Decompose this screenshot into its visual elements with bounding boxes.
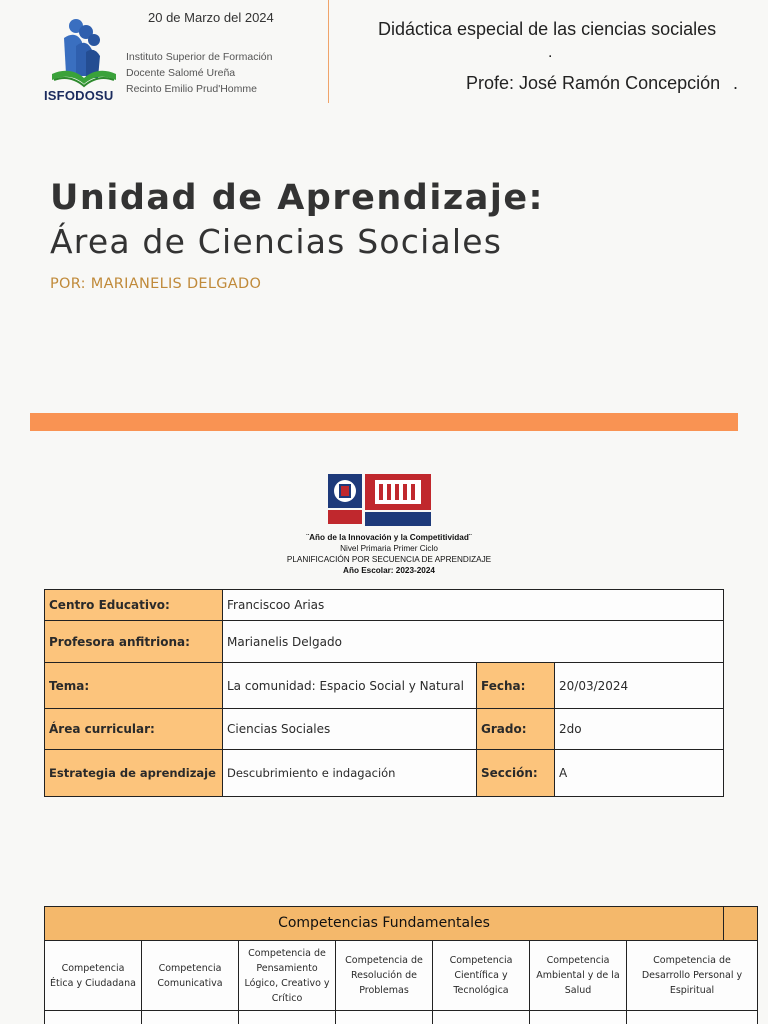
- grado-value: 2do: [555, 709, 724, 750]
- fecha-label: Fecha:: [477, 663, 555, 709]
- table-row: [45, 907, 758, 941]
- header-divider: [328, 0, 329, 103]
- institution-line: Recinto Emilio Prud'Homme: [126, 83, 257, 95]
- course-name: Didáctica especial de las ciencias sociales: [378, 19, 717, 39]
- centro-label: Centro Educativo:: [45, 590, 223, 621]
- heading-motto: ¨Año de la Innovación y la Competitividad¨: [306, 533, 472, 542]
- area-label: Área curricular:: [45, 709, 223, 750]
- competencia-cell: Competencia Ética y Ciudadana: [45, 941, 142, 1011]
- table-row: [45, 709, 724, 750]
- professor-dot: .: [733, 73, 739, 93]
- table-row: [45, 590, 724, 621]
- estrategia-label: Estrategia de aprendizaje: [45, 750, 223, 797]
- competencia-cell: Competencia Ambiental y de la Salud: [530, 941, 627, 1011]
- competencias-header: Competencias Fundamentales: [45, 907, 724, 941]
- centro-value: Franciscoo Arias: [223, 590, 724, 621]
- planning-info-table: [44, 589, 724, 797]
- empty-cell: [142, 1011, 239, 1024]
- table-row: [45, 750, 724, 797]
- competencia-cell: Competencia Científica y Tecnológica: [433, 941, 530, 1011]
- professor-name: Profe: José Ramón Concepción: [466, 73, 721, 93]
- institution-line: Instituto Superior de Formación: [126, 51, 273, 63]
- institution-info: [126, 49, 273, 97]
- tema-label: Tema:: [45, 663, 223, 709]
- seccion-label: Sección:: [477, 750, 555, 797]
- logo-text: ISFODOSU: [44, 88, 114, 103]
- table-row: [45, 1011, 758, 1024]
- empty-cell: [627, 1011, 758, 1024]
- fecha-value: 20/03/2024: [555, 663, 724, 709]
- competencia-cell: Competencia Comunicativa: [142, 941, 239, 1011]
- profesora-label: Profesora anfitriona:: [45, 621, 223, 663]
- estrategia-value: Descubrimiento e indagación: [223, 750, 477, 797]
- header-corner-cell: [724, 907, 758, 941]
- table-row: [45, 941, 758, 1011]
- institution-line: Docente Salomé Ureña: [126, 67, 236, 79]
- grado-label: Grado:: [477, 709, 555, 750]
- empty-cell: [239, 1011, 336, 1024]
- table-row: [45, 621, 724, 663]
- course-dot: .: [548, 44, 553, 61]
- seccion-value: A: [555, 750, 724, 797]
- government-seal-logo: [328, 474, 362, 524]
- table-row: [45, 663, 724, 709]
- empty-cell: [336, 1011, 433, 1024]
- heading-plan: PLANIFICACIÓN POR SECUENCIA DE APRENDIZAJE: [286, 555, 492, 564]
- section-divider-bar: [30, 413, 738, 431]
- document-heading: [0, 532, 768, 576]
- competencia-cell: Competencia de Resolución de Problemas: [336, 941, 433, 1011]
- empty-cell: [530, 1011, 627, 1024]
- competencia-cell: Competencia de Pensamiento Lógico, Creativo y Crítico: [239, 941, 336, 1011]
- page-title: Unidad de Aprendizaje:: [50, 178, 545, 218]
- heading-year: Año Escolar: 2023-2024: [343, 566, 435, 575]
- heading-level: Nivel Primaria Primer Ciclo: [340, 544, 438, 553]
- author-line: POR: MARIANELIS DELGADO: [50, 276, 262, 292]
- competencias-table: [44, 906, 758, 1024]
- area-value: Ciencias Sociales: [223, 709, 477, 750]
- empty-cell: [45, 1011, 142, 1024]
- empty-cell: [433, 1011, 530, 1024]
- page-subtitle: Área de Ciencias Sociales: [50, 222, 503, 261]
- tema-value: La comunidad: Espacio Social y Natural: [223, 663, 477, 709]
- profesora-value: Marianelis Delgado: [223, 621, 724, 663]
- ministry-education-logo: [365, 474, 431, 526]
- competencia-cell: Competencia de Desarrollo Personal y Espiritual: [627, 941, 758, 1011]
- document-date: 20 de Marzo del 2024: [148, 10, 274, 25]
